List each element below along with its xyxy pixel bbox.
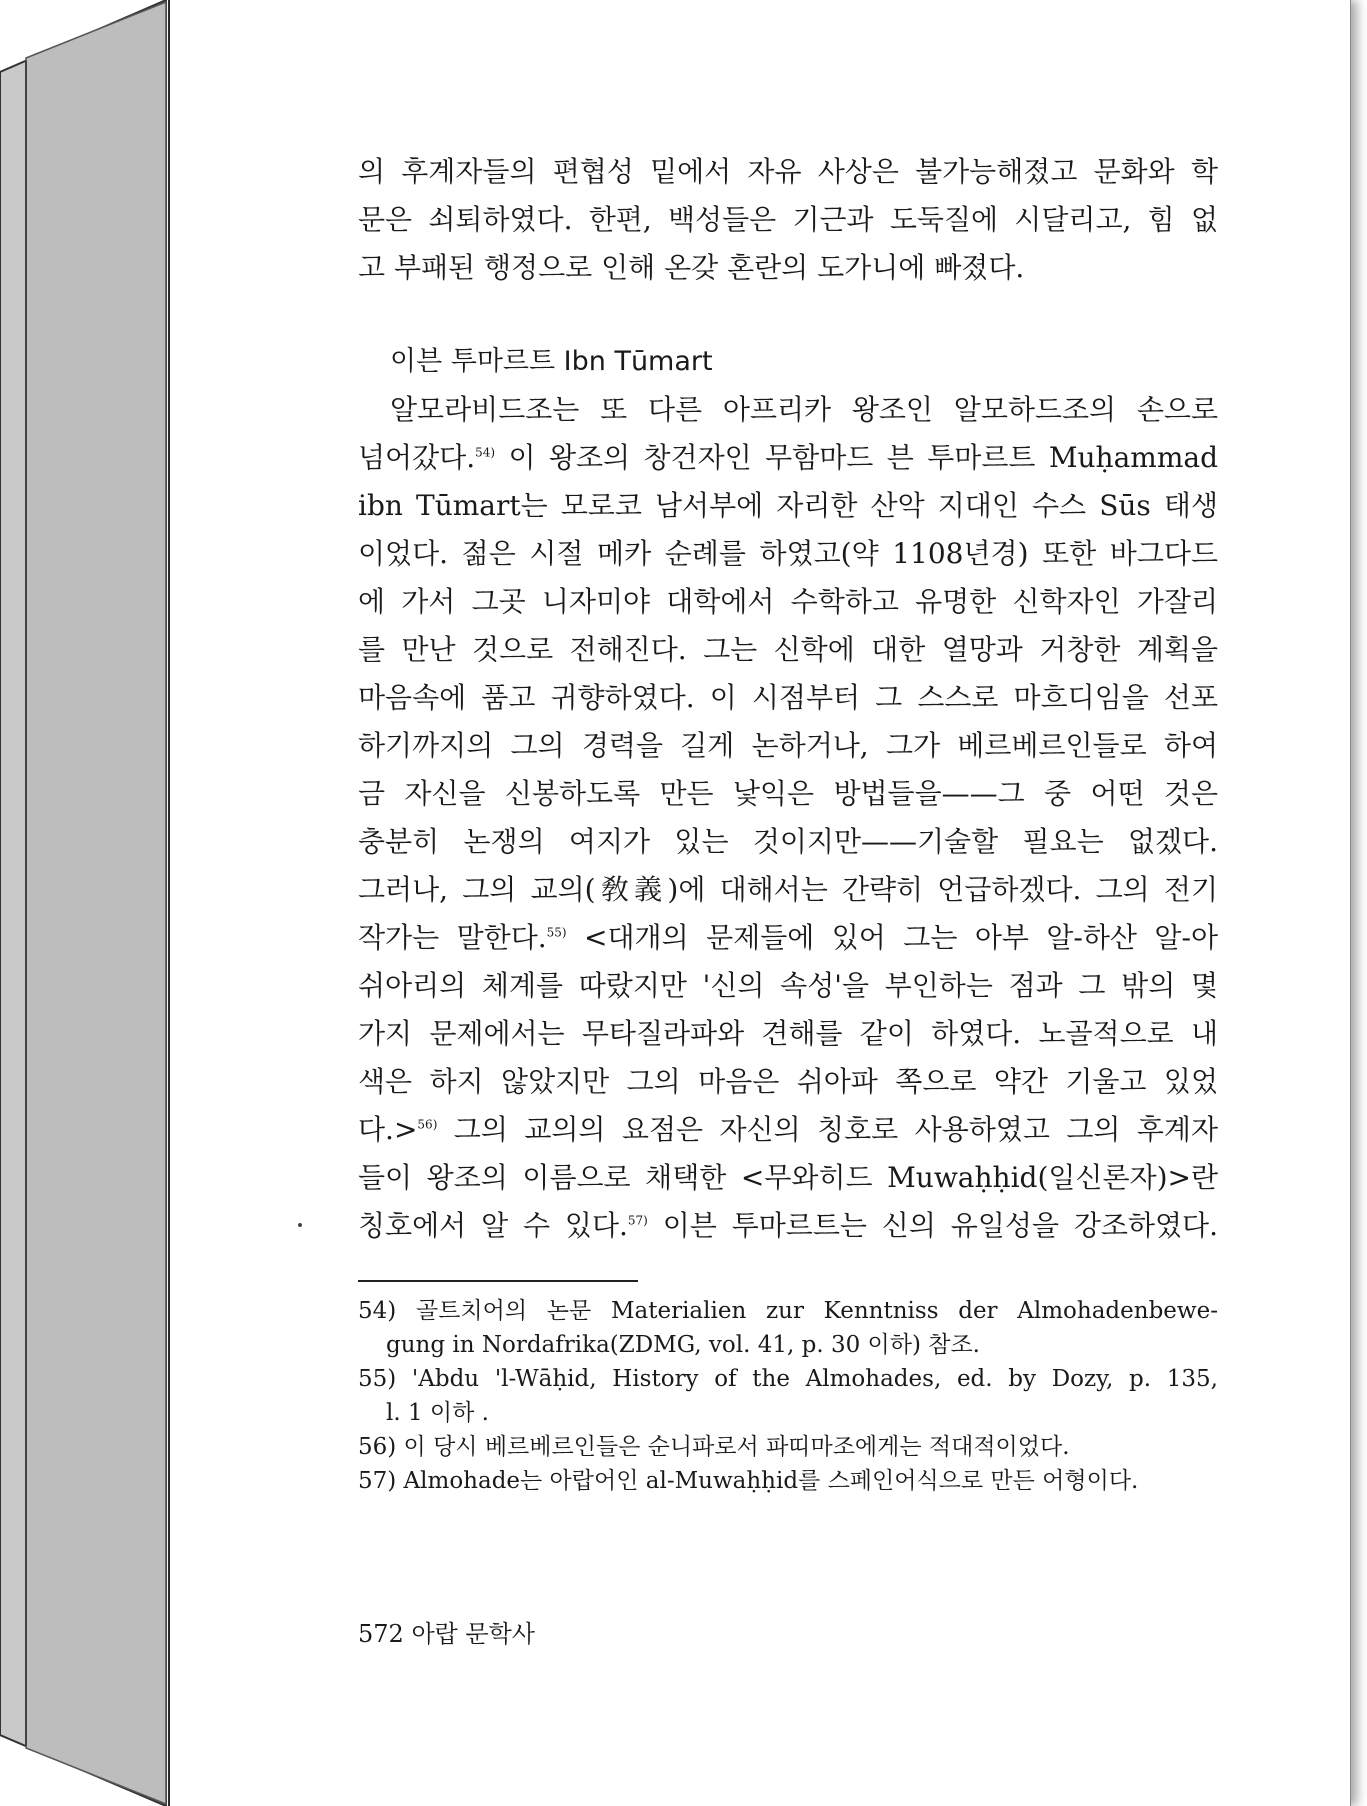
body-line-6: 를 만난 것으로 전해진다. 그는 신학에 대한 열망과 거창한 계획을 — [358, 633, 1218, 666]
book-spine-edge — [0, 0, 172, 1806]
body-line-15: 색은 하지 않았지만 그의 마음은 쉬아파 쪽으로 약간 기울고 있었 — [358, 1065, 1218, 1098]
top-line-3: 고 부패된 행정으로 인해 온갖 혼란의 도가니에 빠졌다. — [358, 251, 1025, 284]
body-line-16: 다.>$^{56)}$ 그의 교의의 요점은 자신의 칭호로 사용하였고 그의 후계자 — [358, 1113, 1218, 1146]
body-line-5: 에 가서 그곳 니자미야 대학에서 수학하고 유명한 신학자인 가잘리 — [358, 585, 1218, 618]
page-content — [358, 148, 1218, 1498]
body-line-10: 충분히 논쟁의 여지가 있는 것이지만——기술할 필요는 없겠다. — [358, 825, 1218, 858]
body-line-14: 가지 문제에서는 무타질라파와 견해를 같이 하였다. 노골적으로 내 — [358, 1017, 1218, 1050]
footnote-55: 55) 'Abdu 'l-Wāḥid, History of the Almohades, ed. by Dozy, p. 135, — [358, 1366, 1218, 1392]
body-line-2: 넘어갔다.$^{54)}$ 이 왕조의 창건자인 무함마드 븐 투마르트 Muḥammad — [358, 441, 1218, 474]
body-line-12: 작가는 말한다.$^{55)}$ <대개의 문제들에 있어 그는 아부 알-하산 알-아 — [358, 921, 1218, 954]
stray-print-dot — [298, 1223, 302, 1227]
body-paragraph — [358, 386, 1218, 1250]
body-line-17: 들이 왕조의 이름으로 채택한 <무와히드 Muwaḥḥid(일신론자)>란 — [358, 1161, 1218, 1194]
body-line-8: 하기까지의 그의 경력을 길게 논하거나, 그가 베르베르인들로 하여 — [358, 729, 1218, 762]
footnotes — [358, 1294, 1218, 1498]
footnote-54-continued: gung in Nordafrika(ZDMG, vol. 41, p. 30 이하) 참조. — [386, 1332, 980, 1358]
footnote-57: 57) Almohade는 아랍어인 al-Muwaḥḥid를 스페인어식으로 만든 어형이다. — [358, 1468, 1139, 1494]
footnote-ref-54: 54) — [475, 445, 496, 460]
body-line-13: 쉬아리의 체계를 따랐지만 '신의 속성'을 부인하는 점과 그 밖의 몇 — [358, 969, 1218, 1002]
body-line-11: 그러나, 그의 교의(敎義)에 대해서는 간략히 언급하겠다. 그의 전기 — [358, 873, 1218, 906]
footnote-separator — [358, 1280, 638, 1282]
top-line-2: 문은 쇠퇴하였다. 한편, 백성들은 기근과 도둑질에 시달리고, 힘 없 — [358, 203, 1218, 236]
footnote-ref-55: 55) — [546, 925, 567, 940]
top-line-1: 의 후계자들의 편협성 밑에서 자유 사상은 불가능해졌고 문화와 학 — [358, 155, 1218, 188]
body-line-9: 금 자신을 신봉하도록 만든 낯익은 방법들을——그 중 어떤 것은 — [358, 777, 1218, 810]
body-line-3: ibn Tūmart는 모로코 남서부에 자리한 산악 지대인 수스 Sūs 태생 — [358, 489, 1218, 522]
footnote-ref-56: 56) — [417, 1117, 438, 1132]
body-line-18: 칭호에서 알 수 있다.$^{57)}$ 이븐 투마르트는 신의 유일성을 강조하였다. — [358, 1209, 1218, 1242]
body-line-1: 알모라비드조는 또 다른 아프리카 왕조인 알모하드조의 손으로 — [390, 393, 1218, 426]
body-line-7: 마음속에 품고 귀향하였다. 이 시점부터 그 스스로 마흐디임을 선포 — [358, 681, 1218, 714]
book-page — [168, 0, 1351, 1806]
footnote-56: 56) 이 당시 베르베르인들은 순니파로서 파띠마조에게는 적대적이었다. — [358, 1434, 1070, 1460]
footnote-54: 54) 골트치어의 논문 Materialien zur Kenntniss der Almohadenbewe- — [358, 1298, 1218, 1324]
footnote-55-continued: l. 1 이하 . — [386, 1400, 489, 1426]
top-paragraph — [358, 148, 1218, 292]
section-heading: 이븐 투마르트 Ibn Tūmart — [390, 346, 713, 377]
footnote-ref-57: 57) — [627, 1213, 648, 1228]
page-folio: 572 아랍 문학사 — [358, 1620, 535, 1648]
body-line-4: 이었다. 젊은 시절 메카 순례를 하였고(약 1108년경) 또한 바그다드 — [358, 537, 1218, 570]
